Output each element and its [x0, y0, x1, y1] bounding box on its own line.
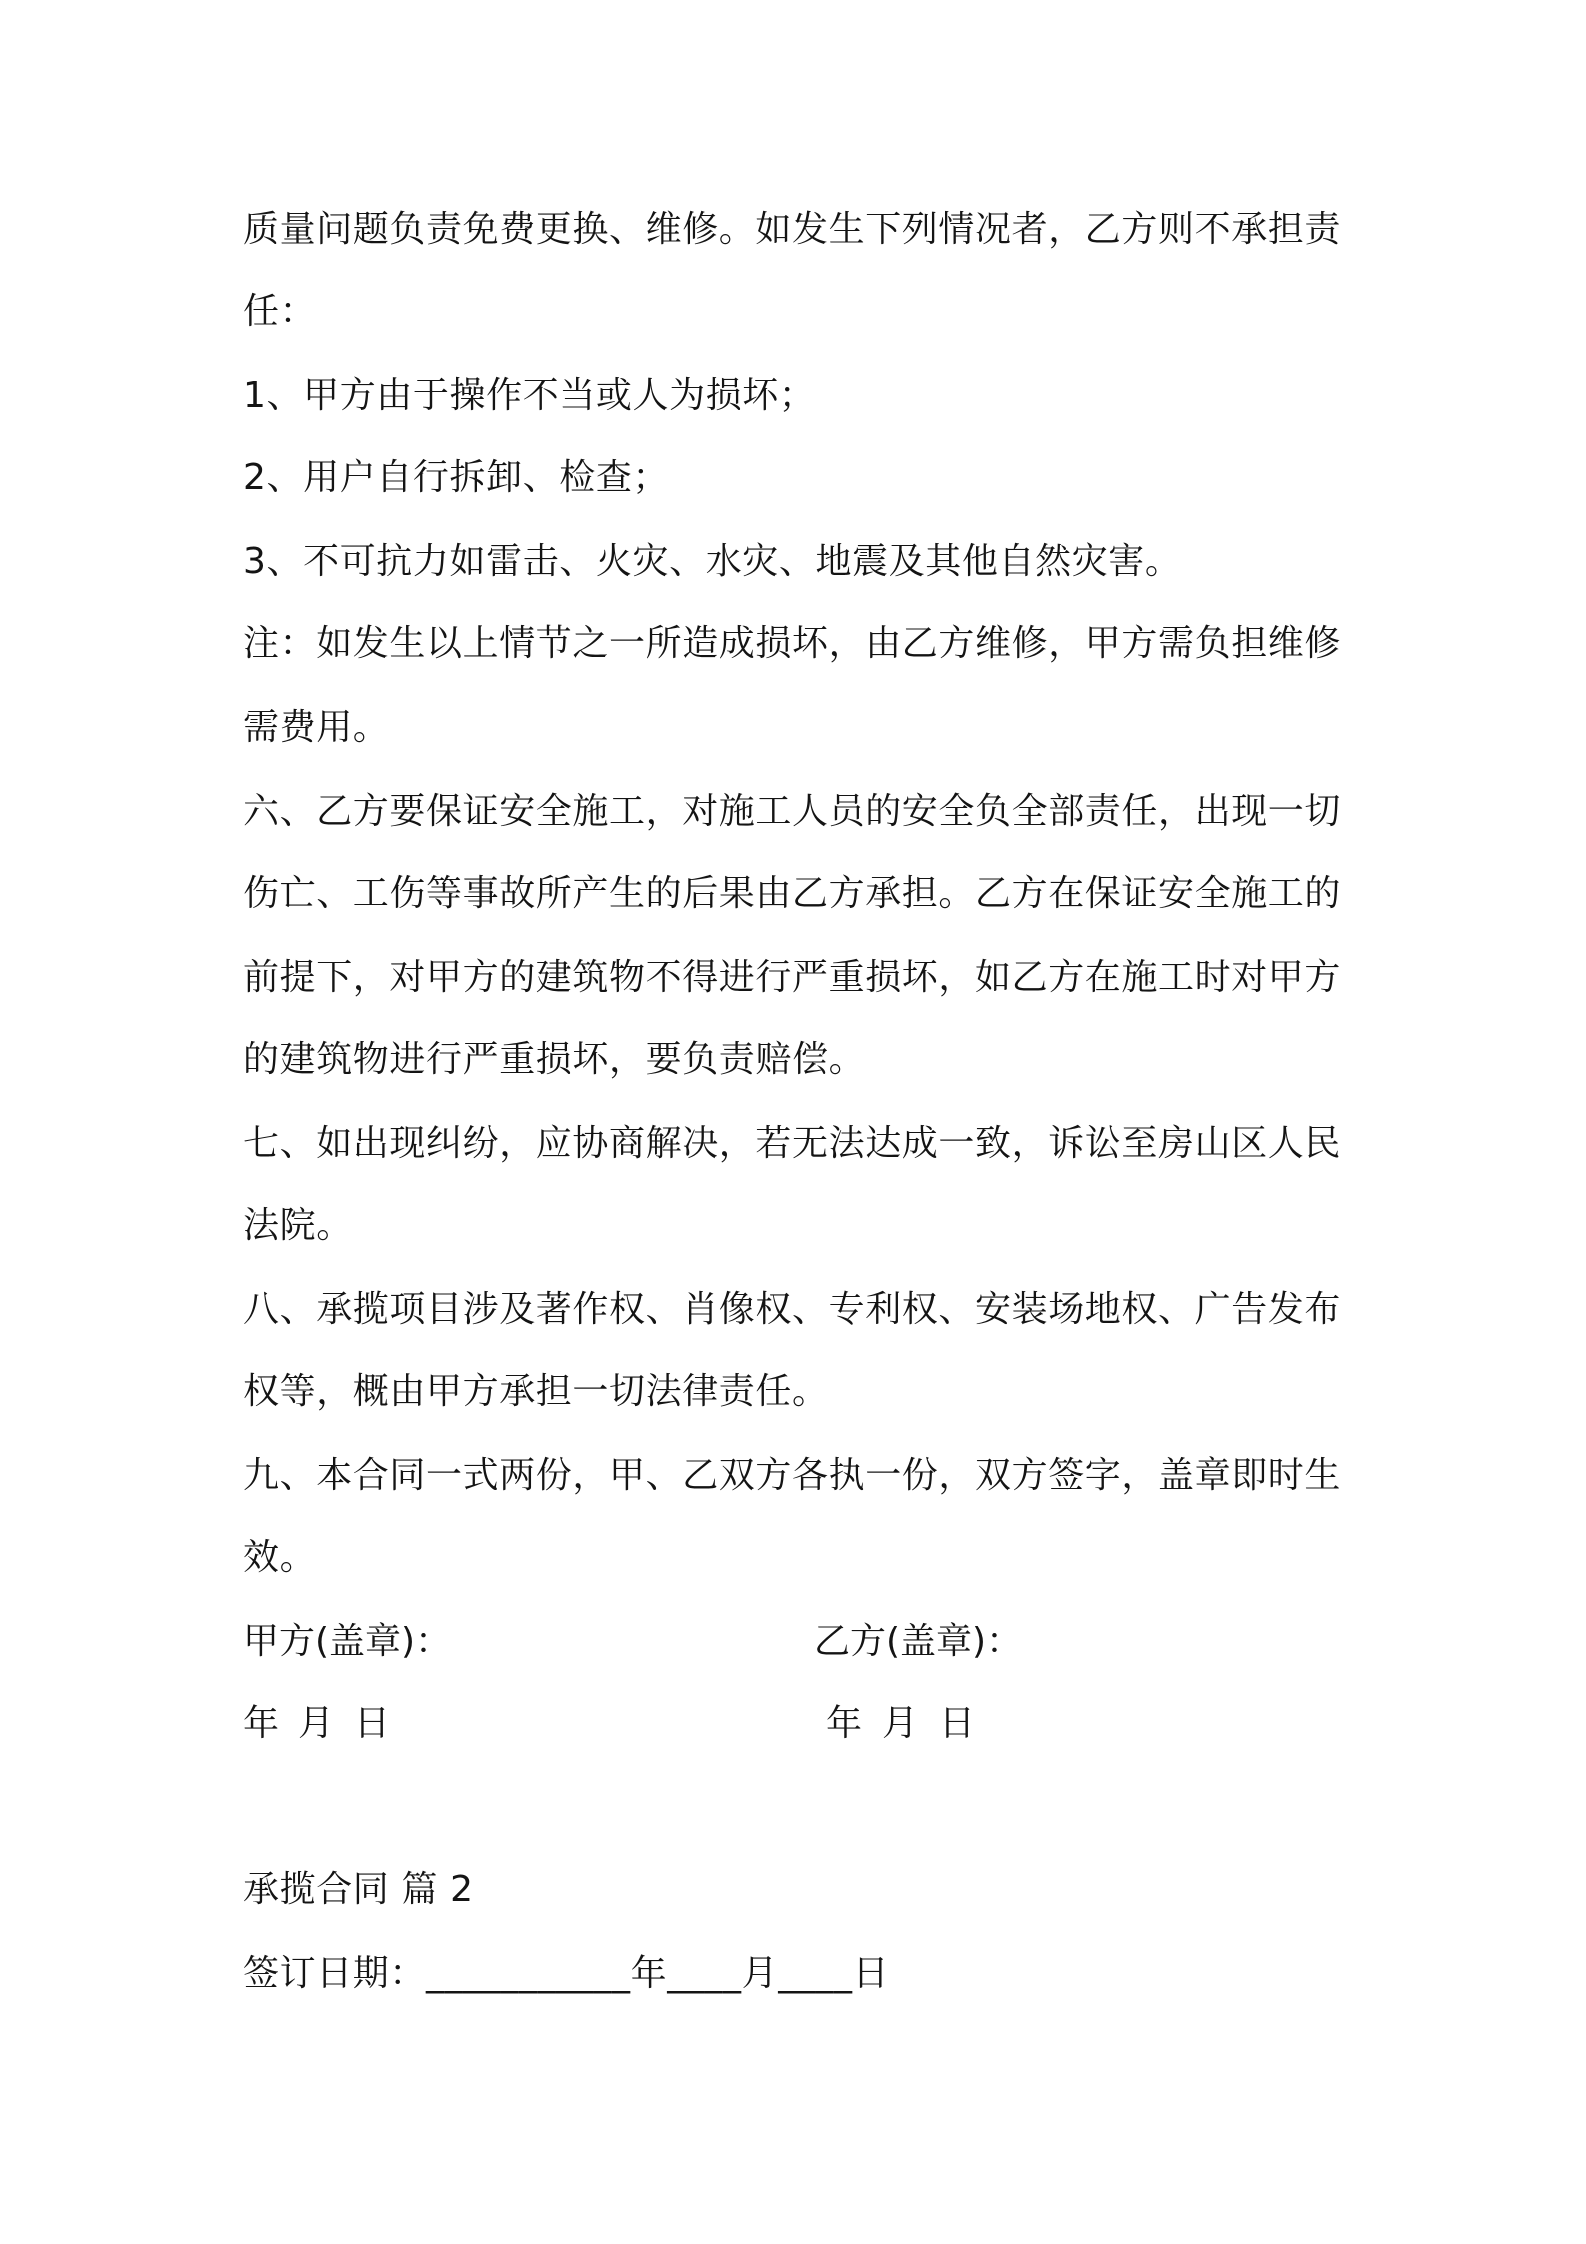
party-b-date-day: 日 [939, 1703, 976, 1744]
paragraph-line: 伤亡、工伤等事故所产生的后果由乙方承担。乙方在保证安全施工的 [243, 873, 1342, 914]
paragraph-line: 六、乙方要保证安全施工，对施工人员的安全负全部责任，出现一切 [243, 791, 1342, 832]
paragraph-line: 八、承揽项目涉及著作权、肖像权、专利权、安装场地权、广告发布 [243, 1289, 1342, 1330]
paragraph-line: 质量问题负责免费更换、维修。如发生下列情况者，乙方则不承担责 [243, 209, 1342, 250]
paragraph-line: 3、不可抗力如雷击、火灾、水灾、地震及其他自然灾害。 [243, 541, 1182, 582]
party-a-date-day: 日 [354, 1703, 391, 1744]
party-a-date-year: 年 [243, 1703, 280, 1744]
paragraph-line: 七、如出现纠纷，应协商解决，若无法达成一致，诉讼至房山区人民 [243, 1123, 1342, 1164]
paragraph-line: 权等，概由甲方承担一切法律责任。 [243, 1371, 829, 1412]
sign-date-line: 签订日期：___________年____月____日 [243, 1953, 890, 1994]
party-a-date-month: 月 [298, 1703, 335, 1744]
party-b-date-month: 月 [882, 1703, 919, 1744]
paragraph-line: 法院。 [243, 1205, 353, 1246]
paragraph-line: 九、本合同一式两份，甲、乙双方各执一份，双方签字，盖章即时生 [243, 1455, 1342, 1496]
paragraph-line: 任： [243, 291, 317, 332]
paragraph-line: 的建筑物进行严重损坏，要负责赔偿。 [243, 1039, 866, 1080]
party-b-seal-label: 乙方(盖章)： [814, 1621, 1023, 1662]
paragraph-line: 1、甲方由于操作不当或人为损坏； [243, 375, 816, 416]
section-2-title: 承揽合同 篇 2 [243, 1869, 474, 1910]
paragraph-line: 需费用。 [243, 707, 390, 748]
paragraph-line: 效。 [243, 1537, 317, 1578]
paragraph-line: 2、用户自行拆卸、检查； [243, 457, 670, 498]
party-a-seal-label: 甲方(盖章)： [243, 1621, 452, 1662]
party-b-date-year: 年 [826, 1703, 863, 1744]
paragraph-line: 注：如发生以上情节之一所造成损坏，由乙方维修，甲方需负担维修 [243, 623, 1342, 664]
paragraph-line: 前提下，对甲方的建筑物不得进行严重损坏，如乙方在施工时对甲方 [243, 957, 1342, 998]
